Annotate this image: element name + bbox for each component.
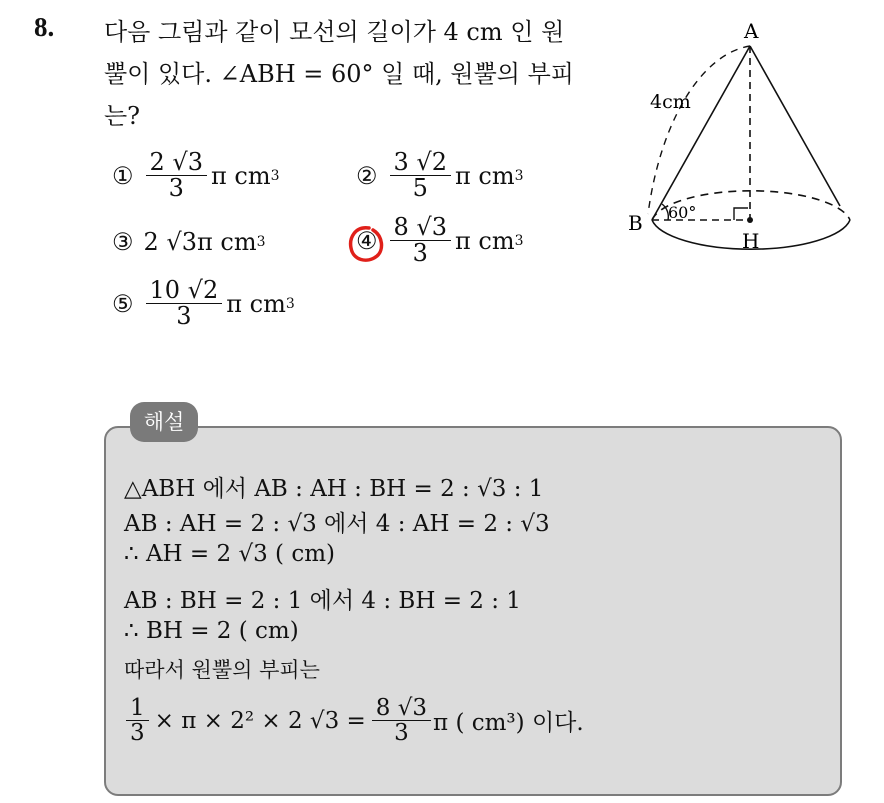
solution-fraction-one-third — [128, 696, 147, 745]
choice-1-mark: ① — [112, 161, 134, 190]
choice-4-unit: π cm — [454, 226, 515, 255]
vertex-label-b: B — [628, 211, 643, 235]
choice-2[interactable] — [356, 150, 524, 201]
slant-edge-ab — [652, 46, 750, 220]
vertex-label-h: H — [742, 229, 760, 253]
solution-line5: ∴ BH = 2 ( cm) — [124, 618, 299, 644]
choice-5-numerator: 10 √2 — [149, 276, 219, 304]
choice-4-fraction — [392, 215, 449, 266]
choice-5-denominator: 3 — [146, 303, 223, 329]
choice-1-numerator: 2 √3 — [149, 148, 203, 176]
answer-circle-mark — [347, 224, 385, 264]
angle-label: 60° — [668, 203, 697, 222]
solution-f1-den: 3 — [126, 720, 149, 745]
choice-2-denominator: 5 — [390, 175, 451, 201]
center-point-h — [747, 217, 753, 223]
solution-f2-end: π ( cm³) 이다. — [433, 710, 584, 737]
choice-4-numerator: 8 √3 — [393, 213, 447, 241]
choice-5[interactable] — [112, 278, 295, 329]
choice-2-mark: ② — [356, 161, 378, 190]
slant-length-label: 4cm — [650, 91, 691, 113]
choice-2-unit: π cm — [454, 161, 515, 190]
choice-5-mark: ⑤ — [112, 289, 134, 318]
choice-2-exp: 3 — [514, 167, 524, 184]
solution-f1-num: 1 — [130, 695, 145, 721]
choice-5-fraction — [148, 278, 221, 329]
choice-5-exp: 3 — [285, 295, 295, 312]
solution-f2-num: 8 √3 — [375, 695, 428, 721]
solution-line1: △ABH 에서 AB : AH : BH = 2 : √3 : 1 — [124, 476, 544, 502]
question-text-line1: 다음 그림과 같이 모선의 길이가 4 cm 인 원 — [104, 18, 565, 46]
choice-1-denominator: 3 — [146, 175, 207, 201]
choice-4-denominator: 3 — [390, 240, 451, 266]
solution-tag: 해설 — [130, 402, 198, 442]
choice-3[interactable] — [112, 228, 266, 256]
question-text-line2: 뿔이 있다. ∠ABH = 60° 일 때, 원뿔의 부피 — [104, 60, 574, 88]
vertex-label-a: A — [744, 19, 759, 43]
solution-f1-mid: × π × 2² × 2 √3 = — [154, 707, 366, 734]
choice-2-numerator: 3 √2 — [393, 148, 447, 176]
solution-line6: 따라서 원뿔의 부피는 — [124, 658, 320, 682]
choice-1-unit: π cm — [210, 161, 271, 190]
choice-4-mark: ④ — [356, 226, 378, 255]
solution-line7 — [124, 696, 584, 745]
choice-3-text: 2 √3π cm — [143, 228, 257, 256]
choice-1-fraction — [148, 150, 205, 201]
solution-f2-den: 3 — [372, 720, 431, 745]
choice-5-unit: π cm — [226, 289, 286, 318]
solution-fraction-result — [374, 696, 429, 745]
question-number: 8. — [34, 12, 55, 42]
solution-line4: AB : BH = 2 : 1 에서 4 : BH = 2 : 1 — [124, 588, 521, 614]
slant-length-arc — [648, 46, 750, 214]
right-angle-marker — [734, 208, 748, 220]
solution-line3: ∴ AH = 2 √3 ( cm) — [124, 541, 335, 567]
cone-figure — [610, 14, 870, 274]
choice-3-mark: ③ — [112, 228, 134, 256]
question-text-line3: 는? — [104, 102, 141, 130]
choice-4-exp: 3 — [514, 232, 524, 249]
choice-2-fraction — [392, 150, 449, 201]
choice-1-exp: 3 — [270, 167, 280, 184]
choice-1[interactable] — [112, 150, 280, 201]
solution-line2: AB : AH = 2 : √3 에서 4 : AH = 2 : √3 — [124, 511, 550, 537]
choice-3-exp: 3 — [256, 234, 266, 250]
slant-edge-right — [750, 46, 840, 206]
